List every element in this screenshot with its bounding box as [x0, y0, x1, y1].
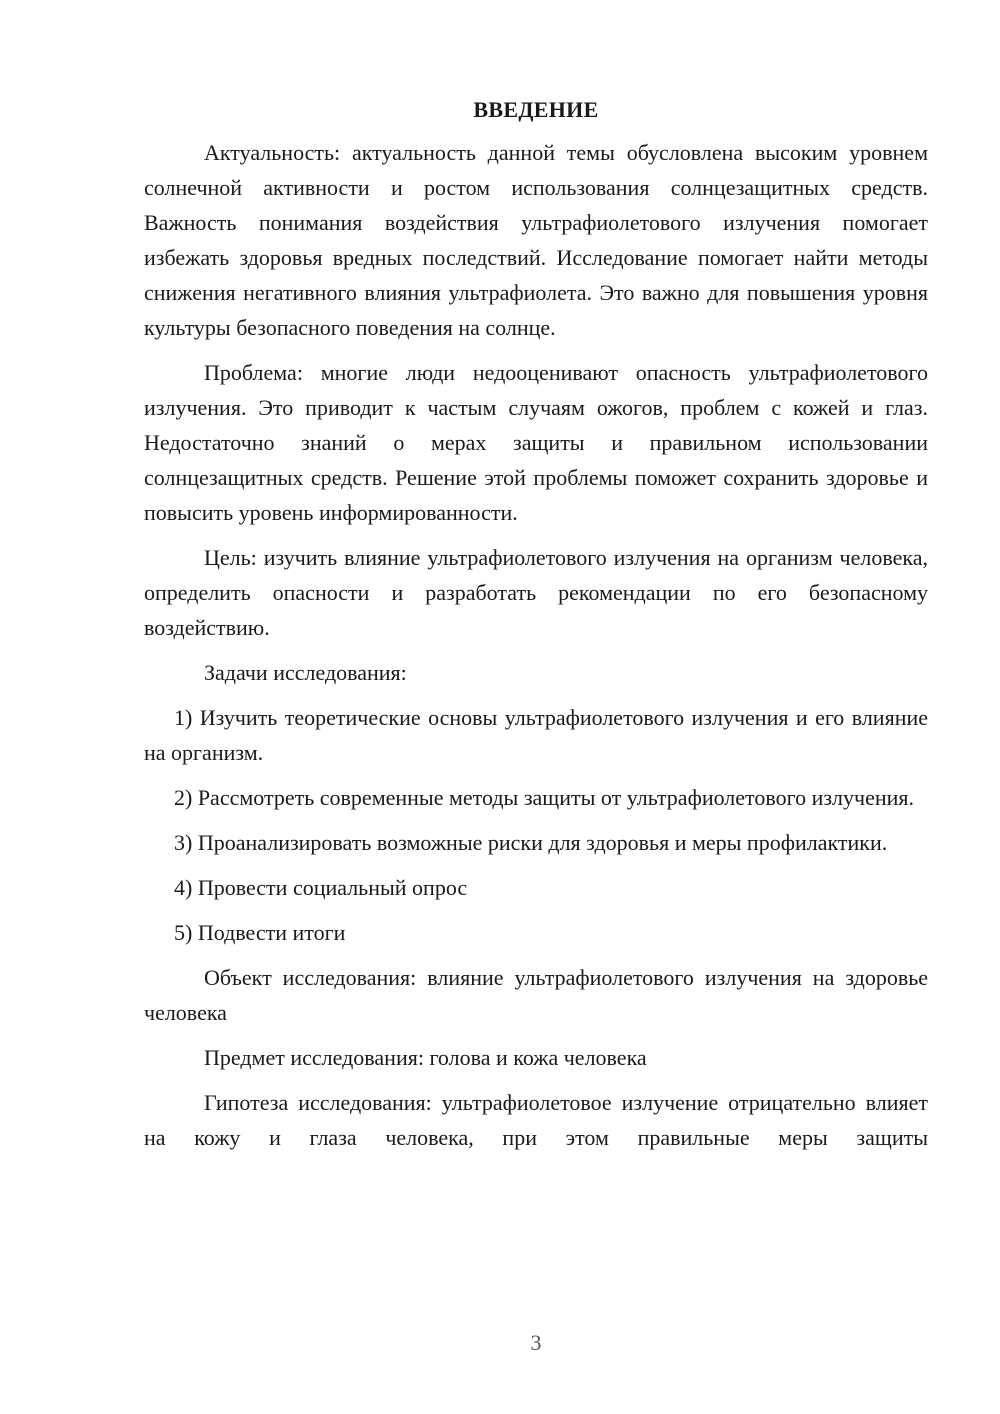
task-item-3: 3) Проанализировать возможные риски для здоровья и меры профилактики. [174, 830, 888, 855]
task-item-1: 1) Изучить теоретические основы ультрафиолетового излучения и его влияние на организм. [144, 705, 928, 765]
paragraph-subject: Предмет исследования: голова и кожа человека [204, 1045, 647, 1070]
task-item-5: 5) Подвести итоги [174, 920, 346, 945]
section-title: ВВЕДЕНИЕ [473, 97, 599, 122]
task-item-2: 2) Рассмотреть современные методы защиты от ультрафиолетового излучения. [174, 785, 915, 810]
paragraph-hypothesis: Гипотеза исследования: ультрафиолетовое излучение отрицательно влияет на кожу и глаза человека, при этом правильные меры защиты [144, 1090, 928, 1150]
document-body [144, 92, 928, 1165]
paragraph-object: Объект исследования: влияние ультрафиолетового излучения на здоровье человека [144, 965, 928, 1025]
page-number: 3 [530, 1330, 542, 1355]
task-item-4: 4) Провести социальный опрос [174, 875, 468, 900]
paragraph-relevance: Актуальность: актуальность данной темы обусловлена высоким уровнем солнечной активности и ростом использования солнцезащитных средств. Важность понимания воздействия ультрафиолетового излучения помогает избежать здоровья вредных последствий. Исследование помогает найти методы снижения негативного влияния ультрафиолета. Это важно для повышения уровня культуры безопасного поведения на солнце. [144, 140, 928, 340]
paragraph-problem: Проблема: многие люди недооценивают опасность ультрафиолетового излучения. Это приводит к частым случаям ожогов, проблем с кожей и глаз. Недостаточно знаний о мерах защиты и правильном использовании солнцезащитных средств. Решение этой проблемы поможет сохранить здоровье и повысить уровень информированности. [144, 360, 928, 525]
paragraph-goal: Цель: изучить влияние ультрафиолетового излучения на организм человека, определить опасности и разработать рекомендации по его безопасному воздействию. [144, 545, 928, 640]
paragraph-tasks-heading: Задачи исследования: [204, 660, 407, 685]
